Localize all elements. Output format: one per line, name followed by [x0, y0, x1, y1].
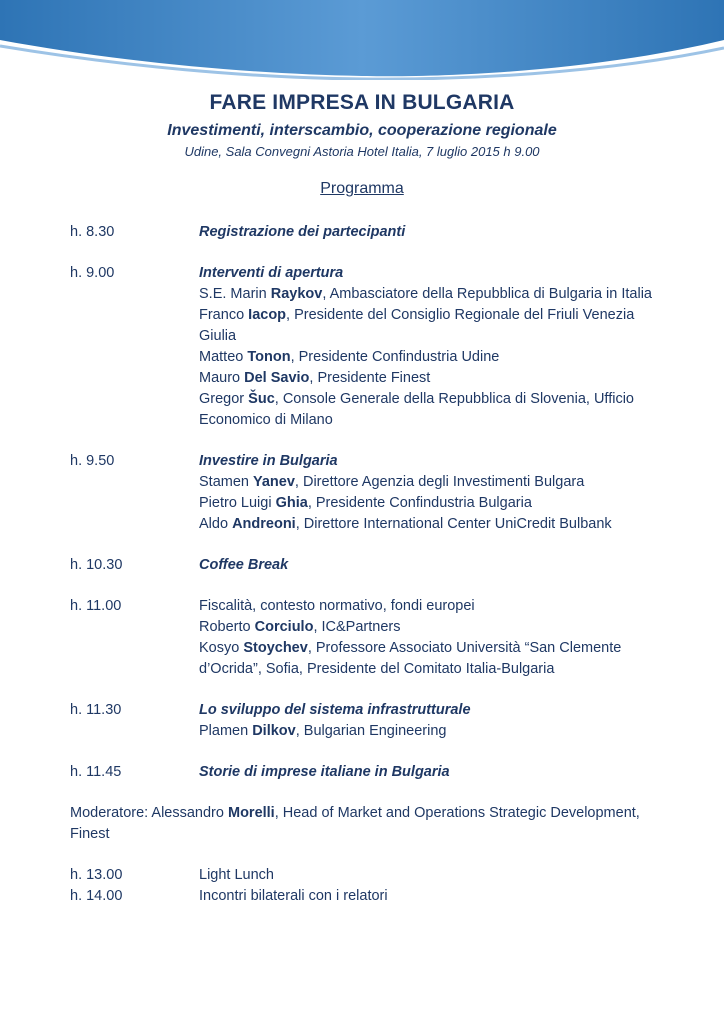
- speaker: Franco Iacop, Presidente del Consiglio Regionale del Friuli Venezia Giulia: [199, 307, 635, 344]
- speaker-name: Stoychev: [243, 640, 308, 656]
- speaker: Aldo Andreoni, Direttore International Center UniCredit Bulbank: [199, 516, 612, 532]
- agenda-item: [70, 451, 670, 535]
- moderator: Moderatore: Alessandro Morelli, Head of Market and Operations Strategic Development, Finest: [70, 805, 640, 842]
- speaker: Stamen Yanev, Direttore Agenzia degli Investimenti Bulgara: [199, 474, 585, 490]
- moderator-name: Morelli: [227, 805, 275, 821]
- agenda-time: h. 13.00: [70, 867, 123, 883]
- speaker: Gregor Šuc, Console Generale della Repubblica di Slovenia, Ufficio Economico di Milano: [199, 391, 634, 428]
- speaker-name: Dilkov: [252, 723, 296, 739]
- event-title: FARE IMPRESA IN BULGARIA: [209, 91, 515, 114]
- session-title: Investire in Bulgaria: [199, 453, 338, 469]
- agenda-time: h. 10.30: [70, 557, 123, 573]
- agenda-item: [70, 555, 670, 576]
- speaker-name: Raykov: [270, 286, 323, 302]
- agenda-item: [70, 596, 670, 680]
- speaker: S.E. Marin Raykov, Ambasciatore della Repubblica di Bulgaria in Italia: [199, 286, 652, 302]
- session-title: Lo sviluppo del sistema infrastrutturale: [199, 702, 471, 718]
- speaker-name: Del Savio: [244, 370, 310, 386]
- session-title: Interventi di apertura: [199, 265, 344, 281]
- speaker-name: Iacop: [248, 307, 287, 323]
- agenda-item: [70, 263, 670, 431]
- speaker: Pietro Luigi Ghia, Presidente Confindustria Bulgaria: [199, 495, 532, 511]
- document-header: [0, 88, 724, 162]
- speaker-name: Andreoni: [232, 516, 296, 532]
- agenda-time: h. 11.00: [70, 598, 122, 614]
- agenda-time: h. 9.00: [70, 265, 115, 281]
- speaker: Roberto Corciulo, IC&Partners: [199, 619, 401, 635]
- speaker: Kosyo Stoychev, Professore Associato Università “San Clemente d’Ocrida”, Sofia, Presidente del Comitato Italia-Bulgaria: [199, 640, 622, 677]
- speaker-name: Ghia: [275, 495, 308, 511]
- agenda-item: [70, 222, 670, 243]
- agenda-item: [70, 762, 670, 783]
- session-title: Storie di imprese italiane in Bulgaria: [199, 764, 450, 780]
- speaker-name: Yanev: [253, 474, 295, 490]
- speaker-name: Šuc: [248, 391, 275, 407]
- program-heading: Programma: [320, 180, 404, 197]
- agenda-item: [70, 886, 670, 907]
- session-title: Registrazione dei partecipanti: [199, 224, 406, 240]
- event-subtitle: Investimenti, interscambio, cooperazione regionale: [167, 122, 557, 139]
- session-item: Light Lunch: [199, 867, 274, 883]
- agenda-item: [70, 865, 670, 886]
- session-title: Coffee Break: [199, 557, 289, 573]
- header-wave-banner: [0, 0, 724, 80]
- agenda-time: h. 14.00: [70, 888, 123, 904]
- speaker-name: Tonon: [247, 349, 291, 365]
- agenda-item: [70, 700, 670, 742]
- agenda: [70, 222, 670, 907]
- speaker: Plamen Dilkov, Bulgarian Engineering: [199, 723, 447, 739]
- speaker: Mauro Del Savio, Presidente Finest: [199, 370, 431, 386]
- agenda-time: h. 11.30: [70, 702, 122, 718]
- event-venue: Udine, Sala Convegni Astoria Hotel Italia, 7 luglio 2015 h 9.00: [184, 144, 540, 159]
- session-item: Incontri bilaterali con i relatori: [199, 888, 388, 904]
- agenda-time: h. 9.50: [70, 453, 115, 469]
- agenda-time: h. 11.45: [70, 764, 122, 780]
- speaker-name: Corciulo: [254, 619, 314, 635]
- session-topic: Fiscalità, contesto normativo, fondi europei: [199, 598, 475, 614]
- speaker: Matteo Tonon, Presidente Confindustria Udine: [199, 349, 500, 365]
- agenda-time: h. 8.30: [70, 224, 115, 240]
